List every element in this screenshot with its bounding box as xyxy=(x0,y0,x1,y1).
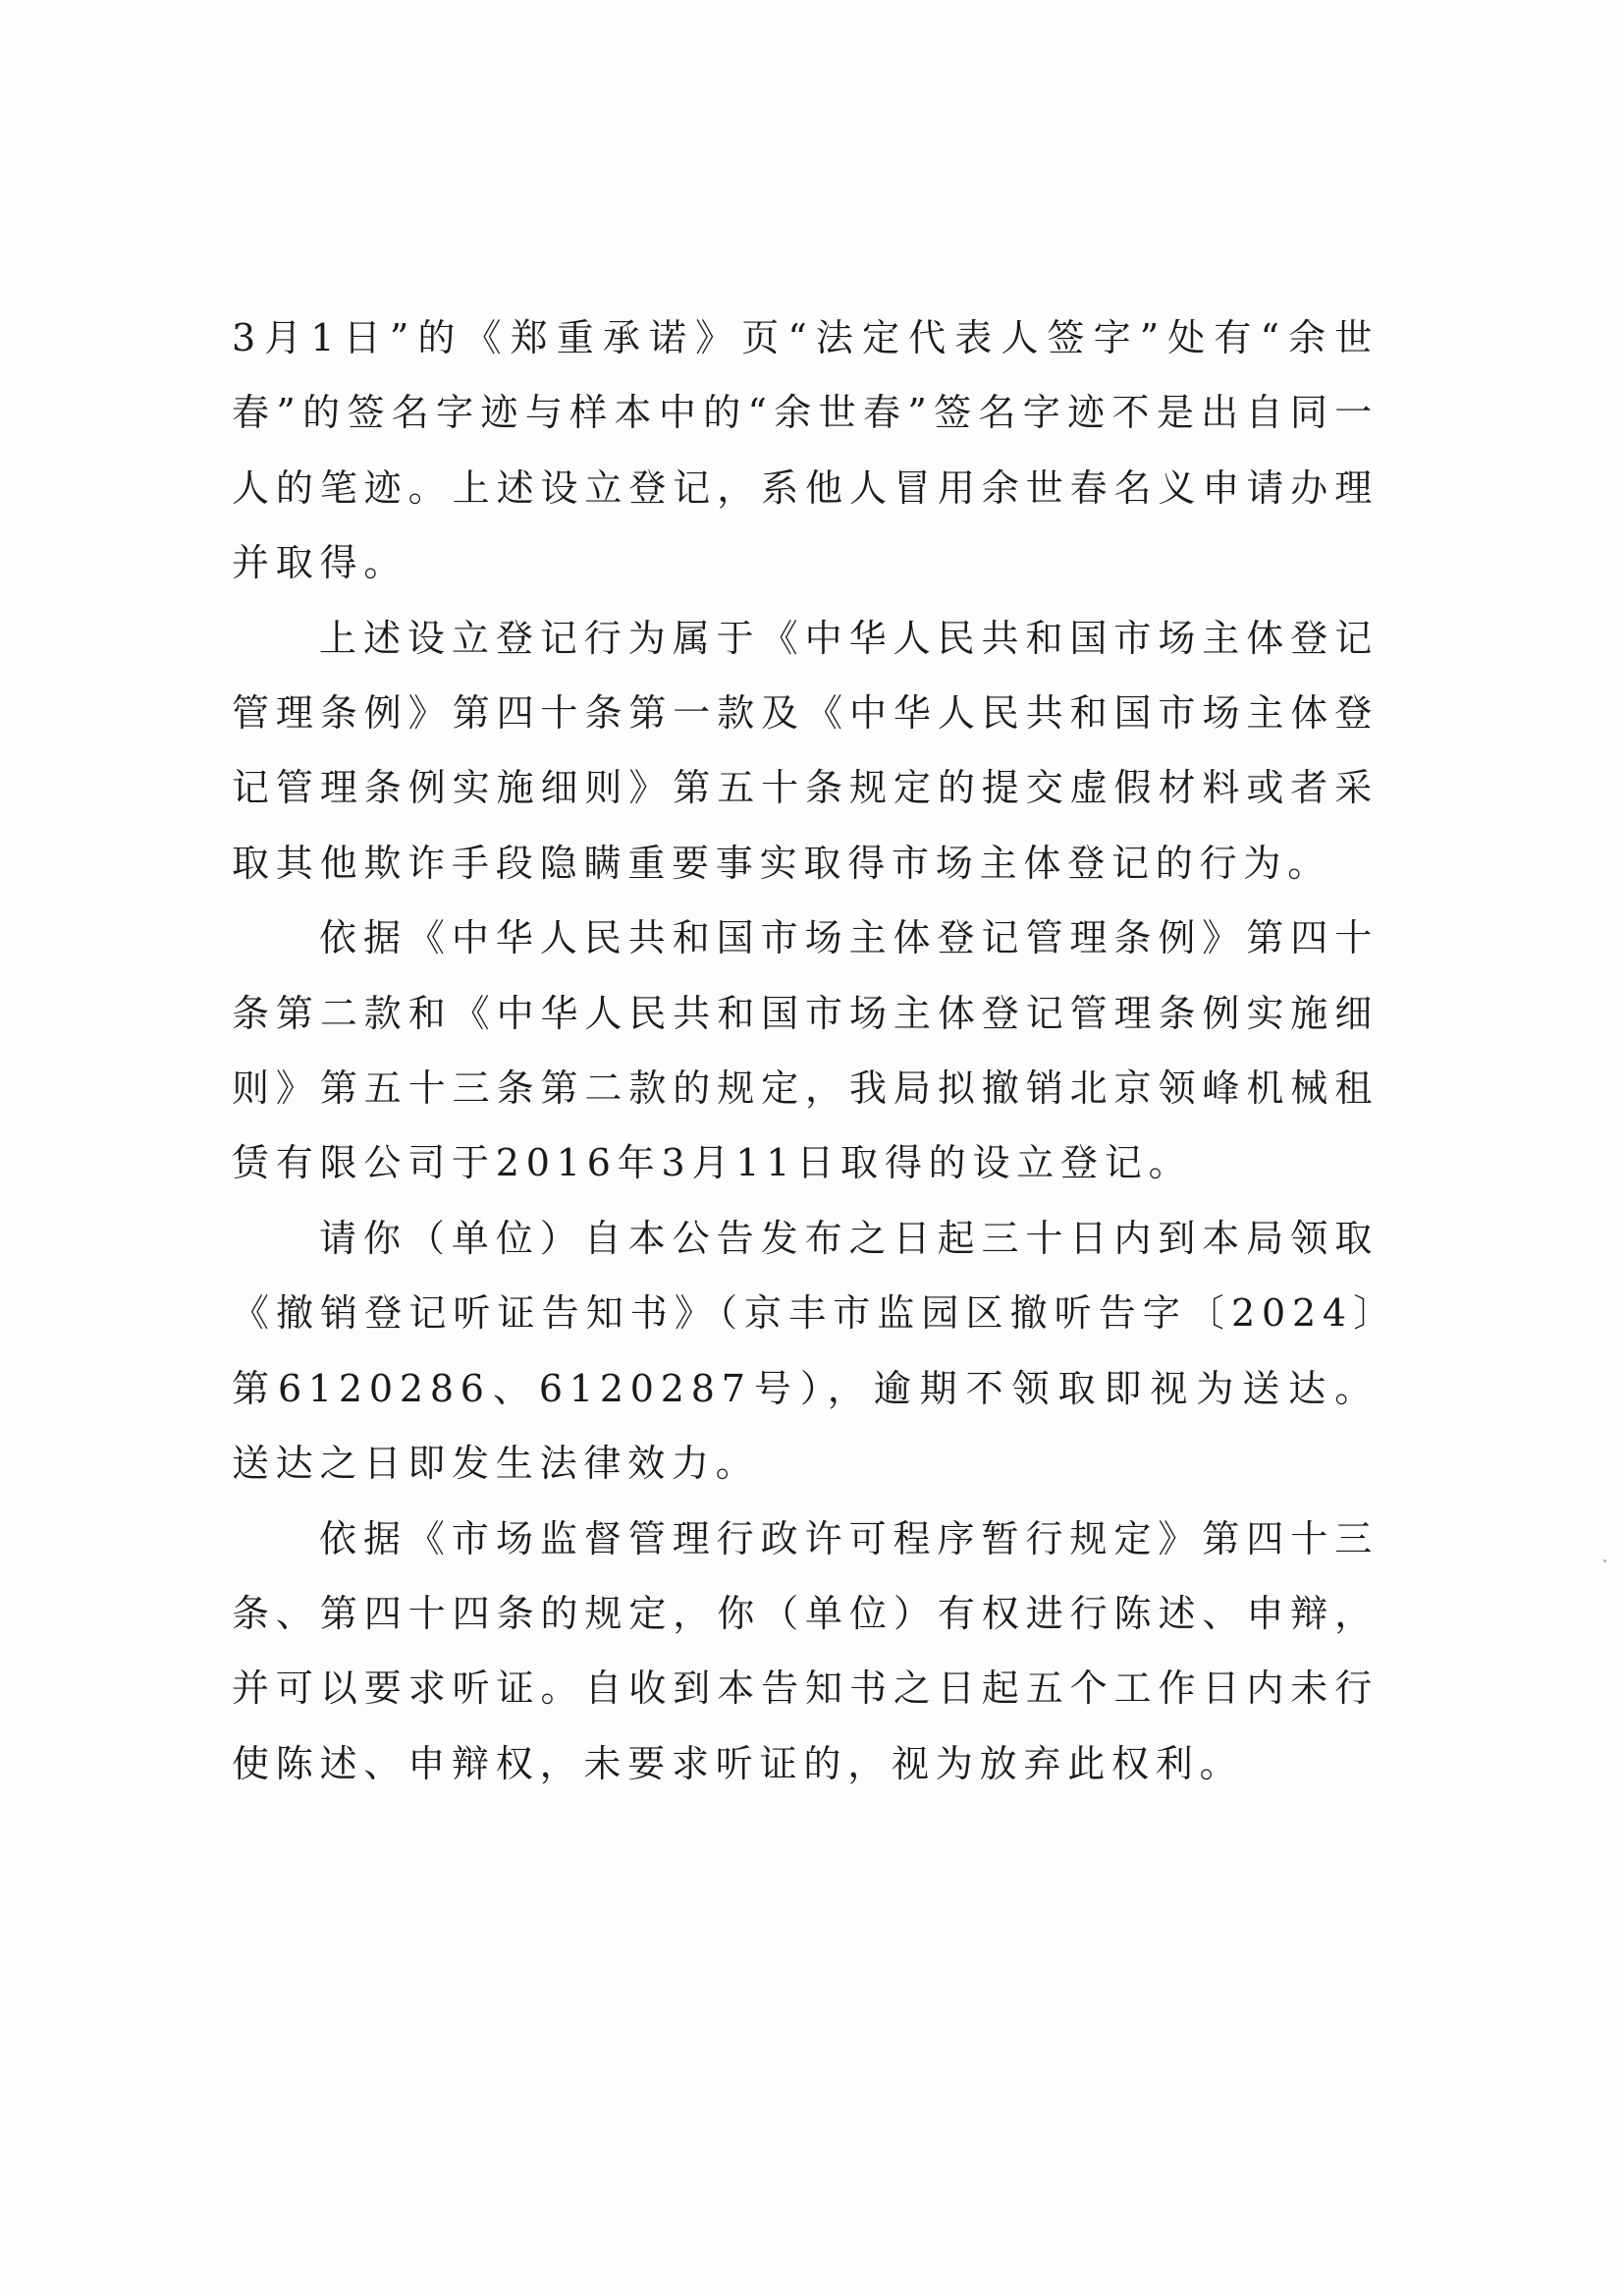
scan-speck xyxy=(1603,1559,1606,1562)
paragraph-revocation-decision: 依据《中华人民共和国市场主体登记管理条例》第四十条第二款和《中华人民共和国市场主体登记管理条例实施细则》第五十三条第二款的规定，我局拟撤销北京领峰机械租赁有限公司于2016年3月11日取得的设立登记。 xyxy=(232,916,1379,1185)
paragraph-hearing-notice: 请你（单位）自本公告发布之日起三十日内到本局领取《撤销登记听证告知书》（京丰市监园区撤听告字〔2024〕第6120286、6120287号），逾期不领取即视为送达。送达之日即发生法律效力。 xyxy=(232,1216,1379,1486)
paragraph-rights-statement: 依据《市场监督管理行政许可程序暂行规定》第四十三条、第四十四条的规定，你（单位）有权进行陈述、申辩，并可以要求听证。自收到本告知书之日起五个工作日内未行使陈述、申辩权，未要求听证的，视为放弃此权利。 xyxy=(232,1516,1379,1785)
paragraph-legal-characterization: 上述设立登记行为属于《中华人民共和国市场主体登记管理条例》第四十条第一款及《中华人民共和国市场主体登记管理条例实施细则》第五十条规定的提交虚假材料或者采取其他欺诈手段隐瞒重要事实取得市场主体登记的行为。 xyxy=(232,616,1379,885)
document-body xyxy=(232,301,1379,1801)
paragraph-signature-finding: 3月1日”的《郑重承诺》页“法定代表人签字”处有“余世春”的签名字迹与样本中的“余世春”签名字迹不是出自同一人的笔迹。上述设立登记，系他人冒用余世春名义申请办理并取得。 xyxy=(232,316,1379,585)
